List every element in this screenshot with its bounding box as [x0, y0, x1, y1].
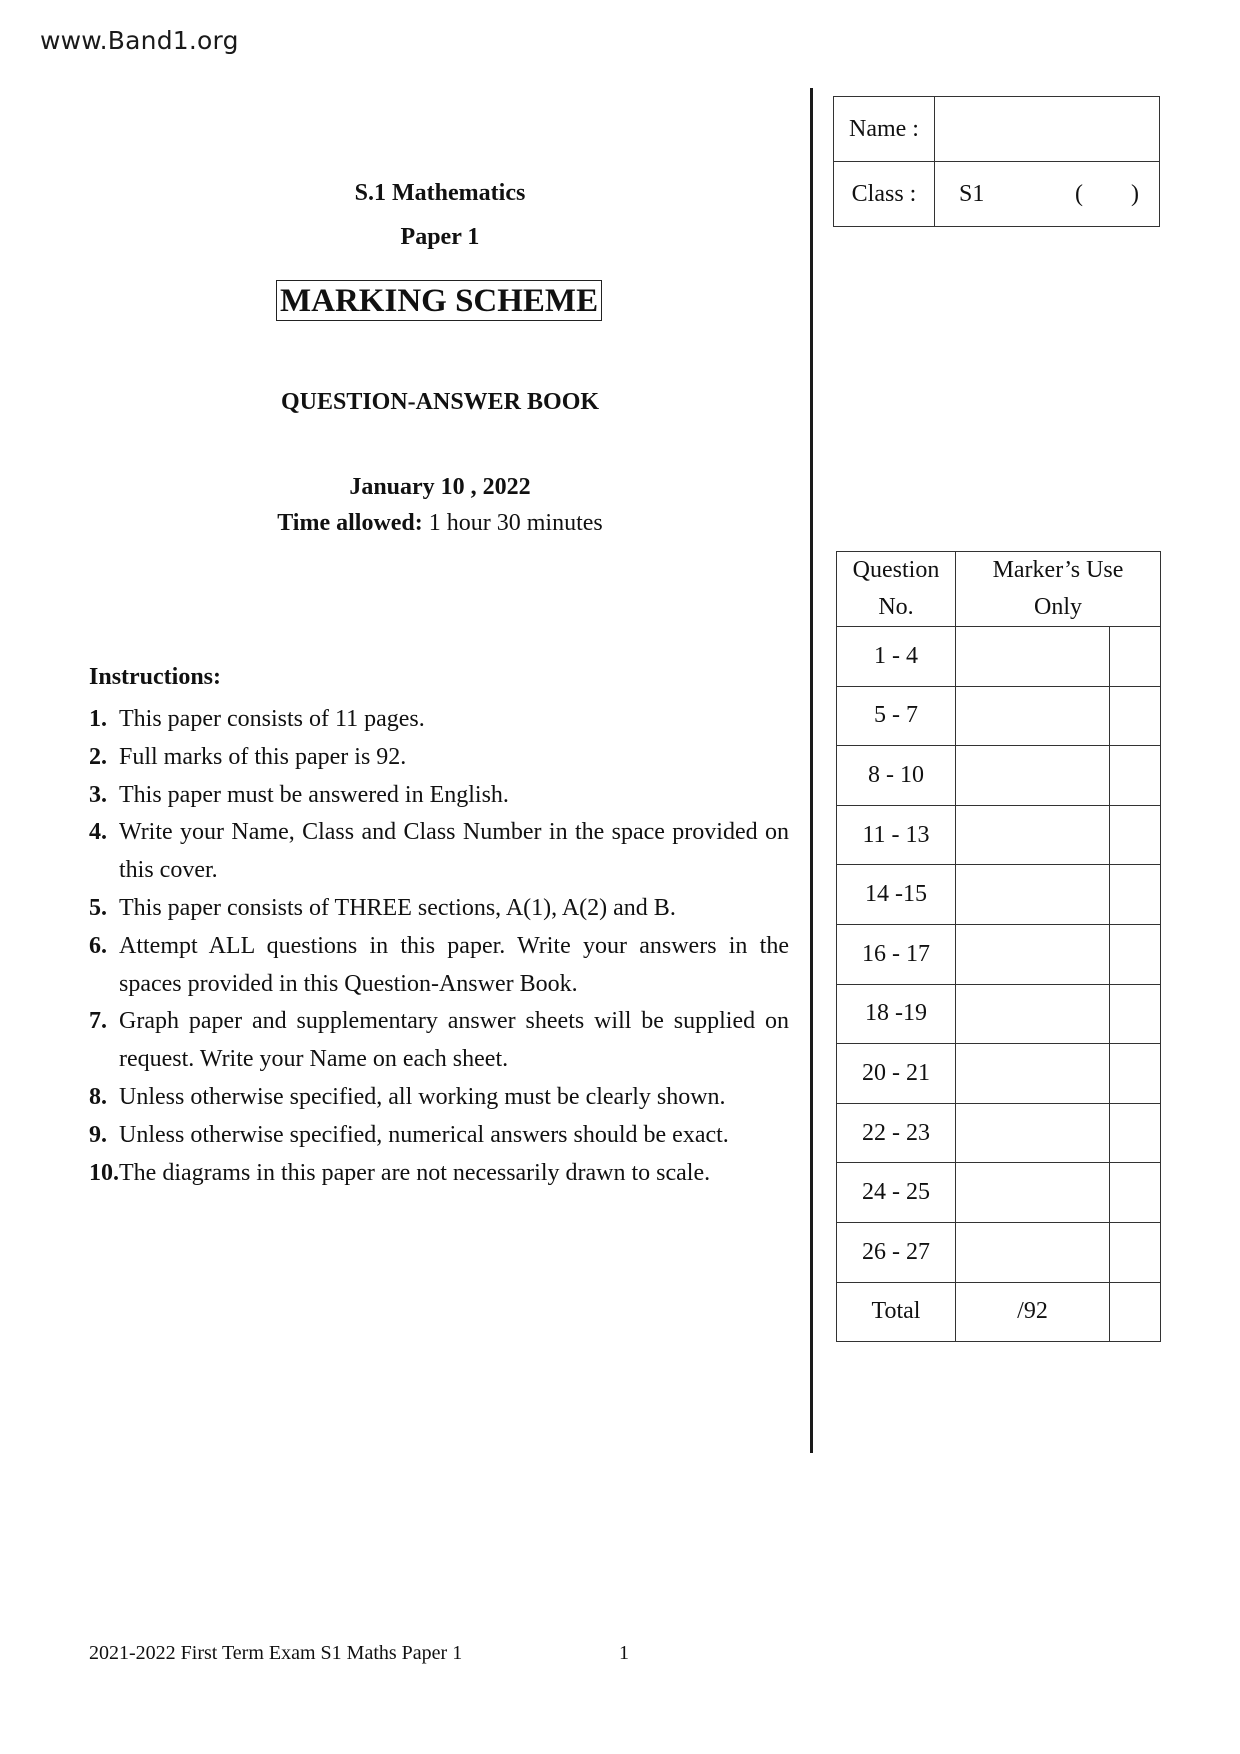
instruction-number: 6.: [89, 932, 107, 959]
instruction-item: [89, 1079, 789, 1117]
markers-use-header: [956, 552, 1161, 627]
instruction-number: 3.: [89, 781, 107, 808]
instruction-number: 8.: [89, 1083, 107, 1110]
instruction-text: Unless otherwise specified, numerical answers should be exact.: [119, 1121, 729, 1148]
question-range: 8 - 10: [837, 746, 956, 806]
table-row: [837, 686, 1161, 746]
marker-initial-cell[interactable]: [1110, 627, 1161, 687]
table-row: [837, 924, 1161, 984]
marker-initial-cell[interactable]: [1110, 865, 1161, 925]
instruction-text: This paper consists of 11 pages.: [119, 706, 425, 732]
markers-header-line2: Only: [1034, 594, 1082, 620]
total-initial-cell[interactable]: [1110, 1282, 1161, 1342]
question-range: 18 -19: [837, 984, 956, 1044]
table-row: [837, 627, 1161, 687]
instruction-number: 2.: [89, 743, 107, 770]
page-number: 1: [619, 1642, 629, 1664]
instruction-number: 9.: [89, 1121, 107, 1148]
instruction-item: [89, 814, 789, 890]
marker-initial-cell[interactable]: [1110, 1103, 1161, 1163]
marks-table: [836, 551, 1161, 1342]
paper-number: Paper 1: [400, 224, 480, 250]
question-range: 5 - 7: [837, 686, 956, 746]
question-header-line2: No.: [878, 594, 914, 620]
marks-cell[interactable]: [956, 1222, 1110, 1282]
instructions-title: Instructions:: [89, 664, 222, 690]
marks-cell[interactable]: [956, 984, 1110, 1044]
marker-initial-cell[interactable]: [1110, 984, 1161, 1044]
instruction-item: [89, 928, 789, 1004]
marker-initial-cell[interactable]: [1110, 924, 1161, 984]
instruction-number: 5.: [89, 894, 107, 921]
question-range: 24 - 25: [837, 1163, 956, 1223]
table-row: [837, 1103, 1161, 1163]
marks-cell[interactable]: [956, 1103, 1110, 1163]
instruction-number: 4.: [89, 819, 107, 846]
instruction-text: Unless otherwise specified, all working must be clearly shown.: [119, 1083, 726, 1110]
marker-initial-cell[interactable]: [1110, 1163, 1161, 1223]
class-number-field: ( ): [1075, 180, 1139, 207]
question-range: 20 - 21: [837, 1044, 956, 1104]
instruction-number: 1.: [89, 706, 107, 732]
marking-scheme-title: MARKING SCHEME: [276, 280, 602, 321]
class-value: S1: [959, 180, 985, 207]
class-label: Class :: [834, 162, 935, 227]
class-field[interactable]: [935, 162, 1160, 227]
instruction-number: 10.: [89, 1159, 119, 1186]
marker-initial-cell[interactable]: [1110, 746, 1161, 806]
instruction-text: The diagrams in this paper are not necessarily drawn to scale.: [119, 1159, 711, 1186]
time-allowed-label: Time allowed:: [277, 510, 423, 536]
question-number-header: [837, 552, 956, 627]
marks-cell[interactable]: [956, 924, 1110, 984]
footer-exam-title: 2021-2022 First Term Exam S1 Maths Paper 1: [89, 1642, 463, 1664]
question-range: 14 -15: [837, 865, 956, 925]
instructions-list: [89, 701, 789, 1192]
instruction-item: [89, 890, 789, 928]
instruction-item: [89, 777, 789, 815]
instruction-item: [89, 1155, 789, 1193]
table-row: [837, 805, 1161, 865]
question-range: 1 - 4: [837, 627, 956, 687]
table-row: [837, 1163, 1161, 1223]
table-row: [837, 1222, 1161, 1282]
instruction-item: [89, 1003, 789, 1079]
question-range: 26 - 27: [837, 1222, 956, 1282]
instruction-text: Full marks of this paper is 92.: [119, 743, 407, 770]
student-info-table: [833, 96, 1160, 227]
marker-initial-cell[interactable]: [1110, 686, 1161, 746]
watermark-url: www.Band1.org: [40, 26, 239, 55]
name-label: Name :: [834, 97, 935, 162]
marker-initial-cell[interactable]: [1110, 805, 1161, 865]
markers-header-line1: Marker’s Use: [992, 557, 1124, 583]
name-field[interactable]: [935, 97, 1160, 162]
marks-cell[interactable]: [956, 686, 1110, 746]
marks-cell[interactable]: [956, 865, 1110, 925]
question-range: 22 - 23: [837, 1103, 956, 1163]
instruction-text: This paper consists of THREE sections, A(1), A(2) and B.: [119, 894, 676, 921]
marker-initial-cell[interactable]: [1110, 1044, 1161, 1104]
marks-cell[interactable]: [956, 1163, 1110, 1223]
vertical-divider: [810, 88, 813, 1453]
instruction-item: [89, 1117, 789, 1155]
subject-title: S.1 Mathematics: [354, 180, 526, 206]
total-label: Total: [837, 1282, 956, 1342]
marks-cell[interactable]: [956, 1044, 1110, 1104]
question-range: 11 - 13: [837, 805, 956, 865]
exam-date: January 10 , 2022: [349, 474, 531, 500]
instruction-text: This paper must be answered in English.: [119, 781, 509, 808]
table-row: [837, 984, 1161, 1044]
instruction-text: Write your Name, Class and Class Number in the space provided on this cover.: [119, 819, 789, 884]
instruction-number: 7.: [89, 1008, 107, 1035]
table-row: [837, 746, 1161, 806]
question-header-line1: Question: [852, 557, 940, 583]
table-row: [837, 865, 1161, 925]
instruction-text: Graph paper and supplementary answer sheets will be supplied on request. Write your Name on each sheet.: [119, 1008, 789, 1073]
instruction-text: Attempt ALL questions in this paper. Write your answers in the spaces provided in this Question-Answer Book.: [119, 932, 789, 997]
time-allowed: [170, 510, 710, 537]
time-allowed-value: 1 hour 30 minutes: [422, 510, 603, 536]
marker-initial-cell[interactable]: [1110, 1222, 1161, 1282]
instruction-item: [89, 739, 789, 777]
marks-cell[interactable]: [956, 805, 1110, 865]
marks-cell[interactable]: [956, 746, 1110, 806]
question-range: 16 - 17: [837, 924, 956, 984]
marks-cell[interactable]: [956, 627, 1110, 687]
table-row: [837, 1044, 1161, 1104]
question-answer-book-title: QUESTION-ANSWER BOOK: [280, 389, 600, 415]
instruction-item: [89, 701, 789, 739]
total-row: [837, 1282, 1161, 1342]
total-marks-cell[interactable]: /92: [956, 1282, 1110, 1342]
